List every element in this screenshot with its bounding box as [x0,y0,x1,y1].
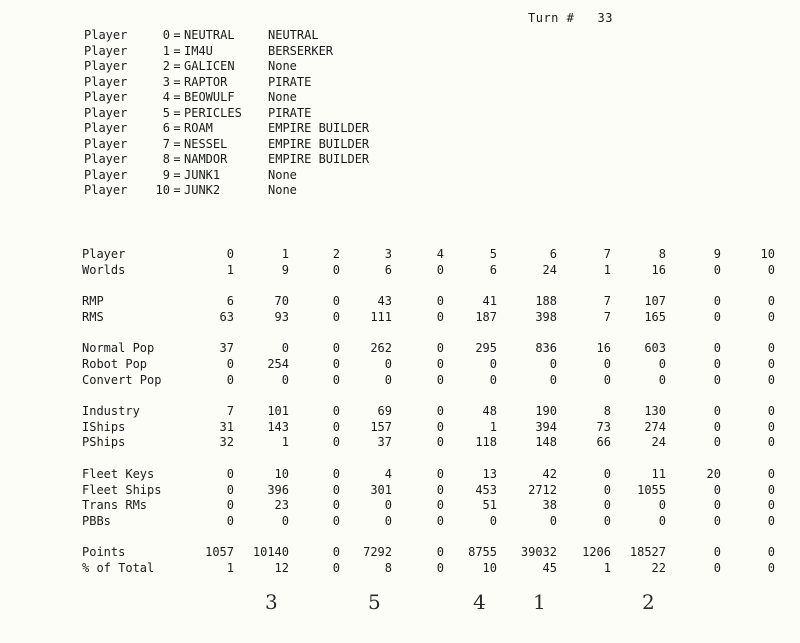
table-cell: 42 [542,466,557,481]
table-cell: 63 [219,309,234,324]
table-row-label: % of Total [82,560,155,575]
turn-indicator [528,11,613,25]
player-entry-name: IM4U [184,43,213,58]
table-row-label: Points [82,545,126,560]
player-entry-label: Player [84,74,128,89]
table-row [82,435,792,451]
table-cell: 11 [651,466,666,481]
table-cell: 7 [226,404,234,419]
table-cell: 41 [482,294,497,309]
table-cell: 9 [713,247,721,261]
table-cell: 20 [706,466,721,481]
table-cell: 0 [436,498,444,513]
table-cell: 0 [226,513,234,528]
table-cell: 24 [542,262,557,277]
table-cell: 37 [219,341,234,356]
table-row-label: PBBs [82,513,111,528]
table-cell: 453 [475,482,497,497]
equals-sign: = [173,90,181,104]
player-entry-id: 3 [162,74,170,89]
table-cell: 157 [370,419,392,434]
table-cell: 48 [482,404,497,419]
player-entry-type: PIRATE [268,105,312,120]
table-cell: 0 [767,513,775,528]
table-cell: 1057 [205,545,234,560]
player-entry-type: None [268,59,297,73]
player-entry-name: PERICLES [184,105,242,120]
table-cell: 0 [713,419,721,434]
table-cell: 0 [713,435,721,450]
table-cell: 10 [760,247,775,261]
table-cell: 0 [226,247,234,261]
turn-label: Turn # [528,11,575,25]
player-entry-id: 0 [162,28,170,42]
equals-sign: = [173,136,181,151]
equals-sign: = [173,74,181,89]
table-row-label: Fleet Keys [82,466,155,481]
table-cell: 10 [274,466,289,481]
table-cell: 0 [603,513,611,528]
table-cell: 274 [644,419,666,434]
table-cell: 0 [226,466,234,481]
player-entry [84,137,369,153]
table-cell: 107 [644,294,666,309]
table-row [82,545,792,561]
player-entry-label: Player [84,28,128,42]
table-cell: 70 [274,294,289,309]
table-cell: 7292 [363,545,392,560]
table-cell: 101 [267,404,289,419]
table-cell: 0 [436,341,444,356]
table-cell: 0 [549,356,557,371]
table-cell: 0 [767,294,775,309]
player-entry-type: PIRATE [268,74,312,89]
table-cell: 0 [332,560,340,575]
table-cell: 9 [281,262,289,277]
table-cell: 165 [644,309,666,324]
player-entry-id: 1 [162,43,170,58]
player-entry-label: Player [84,152,128,166]
table-cell: 0 [332,341,340,356]
table-cell: 0 [489,513,497,528]
player-entry-id: 8 [162,152,170,166]
table-cell: 0 [436,545,444,560]
table-cell: 187 [475,309,497,324]
table-cell: 0 [713,294,721,309]
table-cell: 7 [603,247,611,261]
handwritten-rank: 4 [473,590,486,614]
table-row-label: RMS [82,309,104,324]
table-cell: 0 [603,482,611,497]
table-row-label: RMP [82,294,104,309]
table-cell: 0 [332,482,340,497]
table-cell: 0 [603,372,611,387]
table-cell: 7 [603,294,611,309]
table-cell: 836 [535,341,557,356]
table-cell: 0 [384,356,392,371]
table-cell: 0 [658,498,666,513]
table-cell: 0 [767,341,775,356]
equals-sign: = [173,121,181,135]
table-row [82,357,792,373]
table-header-row-label: Player [82,247,126,261]
player-entry-name: NAMDOR [184,152,228,166]
table-cell: 130 [644,404,666,419]
table-cell: 0 [658,513,666,528]
table-cell: 0 [332,419,340,434]
player-entry-id: 7 [162,136,170,151]
table-cell: 7 [603,309,611,324]
table-cell: 37 [377,435,392,450]
player-entry [84,183,369,199]
table-cell: 0 [767,482,775,497]
table-cell: 603 [644,341,666,356]
table-cell: 0 [767,262,775,277]
table-cell: 0 [332,372,340,387]
table-cell: 0 [226,498,234,513]
table-cell: 0 [436,560,444,575]
table-cell: 12 [274,560,289,575]
player-entry-label: Player [84,121,128,135]
table-cell: 0 [332,466,340,481]
table-cell: 301 [370,482,392,497]
table-cell: 1 [281,435,289,450]
table-cell: 0 [603,498,611,513]
table-row [82,420,792,436]
table-cell: 1 [226,262,234,277]
player-entry-name: GALICEN [184,59,235,73]
table-cell: 0 [332,262,340,277]
equals-sign: = [173,43,181,58]
table-cell: 1 [489,419,497,434]
table-cell: 6 [226,294,234,309]
table-cell: 8 [658,247,666,261]
table-cell: 1206 [582,545,611,560]
player-entry-type: EMPIRE BUILDER [268,152,370,166]
table-row-label: Normal Pop [82,341,155,356]
table-row [82,467,792,483]
table-cell: 0 [713,513,721,528]
table-cell: 0 [436,294,444,309]
table-cell: 0 [603,466,611,481]
table-cell: 1 [603,560,611,575]
table-row-label: PShips [82,435,126,450]
table-row [82,561,792,577]
player-entry-type: EMPIRE BUILDER [268,136,370,151]
table-cell: 0 [603,356,611,371]
equals-sign: = [173,105,181,120]
table-cell: 0 [713,356,721,371]
table-cell: 0 [384,513,392,528]
table-cell: 0 [713,545,721,560]
table-row-label: Robot Pop [82,356,148,371]
table-cell: 0 [549,372,557,387]
player-entry-type: NEUTRAL [268,28,319,42]
table-cell: 73 [596,419,611,434]
table-cell: 5 [489,247,497,261]
table-cell: 23 [274,498,289,513]
player-entry-name: JUNK1 [184,167,221,182]
equals-sign: = [173,167,181,182]
table-cell: 8 [603,404,611,419]
score-table [82,247,792,577]
player-entry-type: None [268,90,297,104]
table-cell: 2712 [528,482,557,497]
player-entry [84,75,369,91]
table-row [82,263,792,279]
player-entry [84,152,369,168]
table-cell: 0 [226,356,234,371]
table-cell: 0 [384,498,392,513]
table-cell: 0 [489,372,497,387]
table-cell: 0 [658,356,666,371]
player-entry [84,106,369,122]
table-cell: 4 [436,247,444,261]
table-cell: 10140 [252,545,289,560]
table-cell: 0 [332,309,340,324]
table-cell: 0 [767,498,775,513]
player-entry-id: 2 [162,59,170,73]
table-cell: 0 [332,294,340,309]
table-cell: 111 [370,309,392,324]
equals-sign: = [173,28,181,42]
player-entry-id: 5 [162,105,170,120]
table-cell: 1 [603,262,611,277]
table-row-label: Worlds [82,262,126,277]
table-cell: 0 [436,372,444,387]
table-cell: 0 [281,341,289,356]
table-row [82,514,792,530]
table-cell: 6 [549,247,557,261]
table-cell: 8755 [468,545,497,560]
table-cell: 0 [436,435,444,450]
handwritten-rank: 2 [642,590,655,614]
table-cell: 69 [377,404,392,419]
table-cell: 118 [475,435,497,450]
table-cell: 3 [384,247,392,261]
table-row [82,310,792,326]
table-cell: 24 [651,435,666,450]
table-row [82,373,792,389]
player-entry-type: None [268,167,297,182]
table-cell: 148 [535,435,557,450]
table-cell: 0 [713,404,721,419]
table-cell: 0 [713,309,721,324]
table-cell: 0 [226,372,234,387]
player-entry-type: EMPIRE BUILDER [268,121,370,135]
player-entry-label: Player [84,59,128,73]
table-cell: 0 [436,404,444,419]
table-row-label: Industry [82,404,140,419]
table-cell: 0 [281,372,289,387]
table-header-row [82,247,792,263]
table-cell: 0 [436,466,444,481]
handwritten-rank: 1 [533,590,546,614]
table-cell: 0 [767,372,775,387]
table-cell: 254 [267,356,289,371]
player-entry [84,44,369,60]
table-row [82,498,792,514]
table-cell: 0 [767,466,775,481]
player-entry [84,28,369,44]
table-cell: 0 [332,435,340,450]
table-cell: 143 [267,419,289,434]
table-cell: 22 [651,560,666,575]
table-cell: 2 [332,247,340,261]
table-cell: 0 [767,404,775,419]
turn-number: 33 [597,11,613,25]
table-cell: 1055 [637,482,666,497]
table-cell: 1 [281,247,289,261]
player-entry-id: 9 [162,167,170,182]
table-cell: 396 [267,482,289,497]
table-cell: 0 [332,545,340,560]
table-cell: 0 [713,498,721,513]
table-cell: 0 [767,545,775,560]
table-cell: 13 [482,466,497,481]
table-cell: 295 [475,341,497,356]
table-cell: 190 [535,404,557,419]
player-entry-name: ROAM [184,121,213,135]
player-entry [84,168,369,184]
table-cell: 51 [482,498,497,513]
table-cell: 0 [549,513,557,528]
equals-sign: = [173,152,181,166]
table-cell: 4 [384,466,392,481]
table-cell: 394 [535,419,557,434]
player-entry-id: 4 [162,90,170,104]
player-entry-type: None [268,183,297,197]
table-cell: 0 [767,435,775,450]
player-entry-label: Player [84,90,128,104]
player-entry-label: Player [84,136,128,151]
table-cell: 398 [535,309,557,324]
table-cell: 0 [489,356,497,371]
table-cell: 0 [767,560,775,575]
table-cell: 0 [281,513,289,528]
table-cell: 6 [489,262,497,277]
table-cell: 45 [542,560,557,575]
table-cell: 0 [713,482,721,497]
handwritten-rank: 3 [265,590,278,614]
table-cell: 39032 [520,545,557,560]
table-row [82,294,792,310]
table-row [82,404,792,420]
player-entry-id: 10 [155,183,170,197]
table-cell: 0 [332,404,340,419]
player-entry-name: NEUTRAL [184,28,235,42]
table-cell: 0 [332,513,340,528]
player-entry-id: 6 [162,121,170,135]
player-entry-label: Player [84,183,128,197]
table-cell: 0 [767,309,775,324]
table-cell: 66 [596,435,611,450]
table-cell: 0 [332,356,340,371]
table-cell: 0 [436,262,444,277]
table-cell: 0 [713,341,721,356]
table-cell: 0 [713,372,721,387]
table-cell: 32 [219,435,234,450]
equals-sign: = [173,183,181,197]
table-row-label: IShips [82,419,126,434]
table-cell: 31 [219,419,234,434]
table-cell: 16 [596,341,611,356]
table-cell: 0 [436,356,444,371]
table-cell: 188 [535,294,557,309]
table-cell: 38 [542,498,557,513]
table-row-label: Convert Pop [82,372,162,387]
player-entry-label: Player [84,43,128,58]
table-cell: 93 [274,309,289,324]
player-entry-name: JUNK2 [184,183,221,197]
table-cell: 0 [226,482,234,497]
table-cell: 0 [332,498,340,513]
table-cell: 0 [436,309,444,324]
table-row [82,341,792,357]
table-cell: 0 [436,419,444,434]
player-entry-type: BERSERKER [268,43,334,58]
table-cell: 262 [370,341,392,356]
player-entry [84,90,369,106]
table-cell: 6 [384,262,392,277]
table-cell: 43 [377,294,392,309]
table-cell: 0 [767,419,775,434]
handwritten-rank: 5 [368,590,381,614]
table-cell: 1 [226,560,234,575]
player-entry [84,59,369,75]
equals-sign: = [173,59,181,73]
table-cell: 16 [651,262,666,277]
table-row [82,483,792,499]
table-row-label: Trans RMs [82,498,148,513]
table-cell: 0 [658,372,666,387]
player-entry-label: Player [84,105,128,120]
table-cell: 0 [436,482,444,497]
player-entry [84,121,369,137]
table-cell: 10 [482,560,497,575]
table-cell: 18527 [629,545,666,560]
table-cell: 0 [384,372,392,387]
table-cell: 0 [713,262,721,277]
player-entry-name: NESSEL [184,136,228,151]
table-row-label: Fleet Ships [82,482,162,497]
player-entry-name: BEOWULF [184,90,235,104]
player-entry-label: Player [84,167,128,182]
table-cell: 0 [436,513,444,528]
player-entry-name: RAPTOR [184,74,228,89]
player-roster [84,28,369,199]
table-cell: 0 [767,356,775,371]
table-cell: 8 [384,560,392,575]
table-cell: 0 [713,560,721,575]
